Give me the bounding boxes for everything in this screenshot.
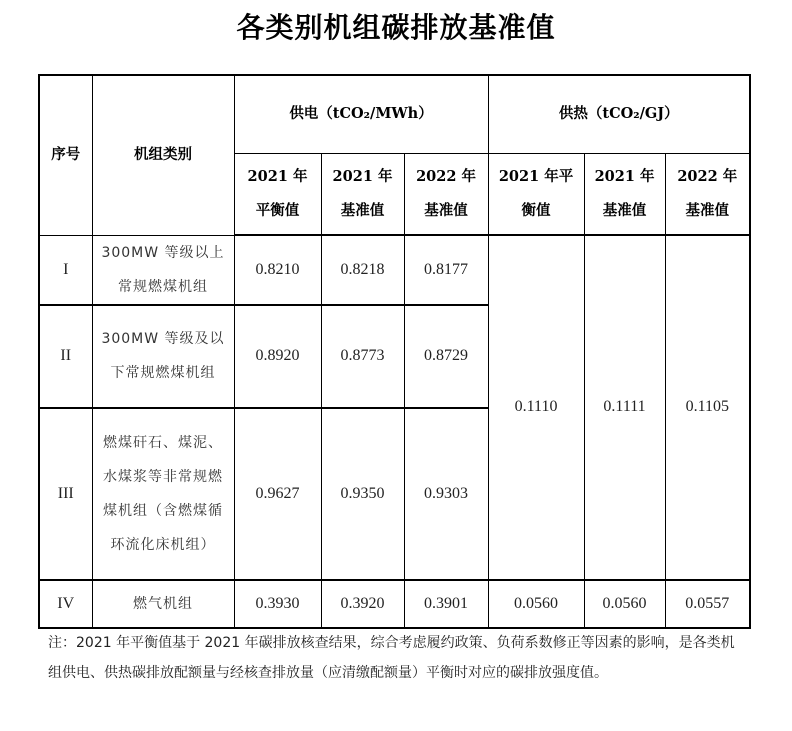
heat-value: 0.0560	[488, 580, 584, 628]
row-category: 300MW 等级及以下常规燃煤机组	[92, 305, 234, 408]
power-value: 0.8177	[404, 235, 488, 305]
heat-value-merged: 0.1110	[488, 235, 584, 580]
page-title: 各类别机组碳排放基准值	[236, 11, 556, 44]
power-value: 0.3930	[234, 580, 321, 628]
power-value: 0.8920	[234, 305, 321, 408]
header-power-2022-benchmark: 2022 年基准值	[404, 153, 488, 235]
footnote: 注：2021 年平衡值基于 2021 年碳排放核查结果，综合考虑履约政策、负荷系数修正等因素的影响，是各类机组供电、供热碳排放配额量与经核查排放量（应清缴配额量）平衡时对应的碳排放强度值。	[48, 635, 735, 681]
power-value: 0.9303	[404, 408, 488, 580]
heat-value-merged: 0.1105	[665, 235, 750, 580]
heat-value-merged: 0.1111	[584, 235, 665, 580]
power-value: 0.8210	[234, 235, 321, 305]
table-row	[39, 580, 750, 628]
power-value: 0.9627	[234, 408, 321, 580]
power-value: 0.8218	[321, 235, 404, 305]
row-index: III	[39, 408, 92, 580]
heat-value: 0.0557	[665, 580, 750, 628]
header-heat-group: 供热（tCO₂/GJ）	[488, 75, 750, 153]
row-index: I	[39, 235, 92, 305]
power-value: 0.9350	[321, 408, 404, 580]
power-value: 0.3901	[404, 580, 488, 628]
header-power-2021-balance: 2021 年平衡值	[234, 153, 321, 235]
power-value: 0.8729	[404, 305, 488, 408]
heat-value: 0.0560	[584, 580, 665, 628]
header-heat-2021-benchmark: 2021 年基准值	[584, 153, 665, 235]
row-index: II	[39, 305, 92, 408]
header-power-2021-benchmark: 2021 年基准值	[321, 153, 404, 235]
row-index: IV	[39, 580, 92, 628]
header-heat-2021-balance: 2021 年平衡值	[488, 153, 584, 235]
header-index: 序号	[39, 75, 92, 235]
row-category: 燃气机组	[92, 580, 234, 628]
row-category: 燃煤矸石、煤泥、水煤浆等非常规燃煤机组（含燃煤循环流化床机组）	[92, 408, 234, 580]
header-power-group: 供电（tCO₂/MWh）	[234, 75, 488, 153]
table-row	[39, 235, 750, 305]
header-heat-2022-benchmark: 2022 年基准值	[665, 153, 750, 235]
benchmark-table	[38, 74, 751, 629]
header-category: 机组类别	[92, 75, 234, 235]
power-value: 0.8773	[321, 305, 404, 408]
power-value: 0.3920	[321, 580, 404, 628]
row-category: 300MW 等级以上常规燃煤机组	[92, 235, 234, 305]
